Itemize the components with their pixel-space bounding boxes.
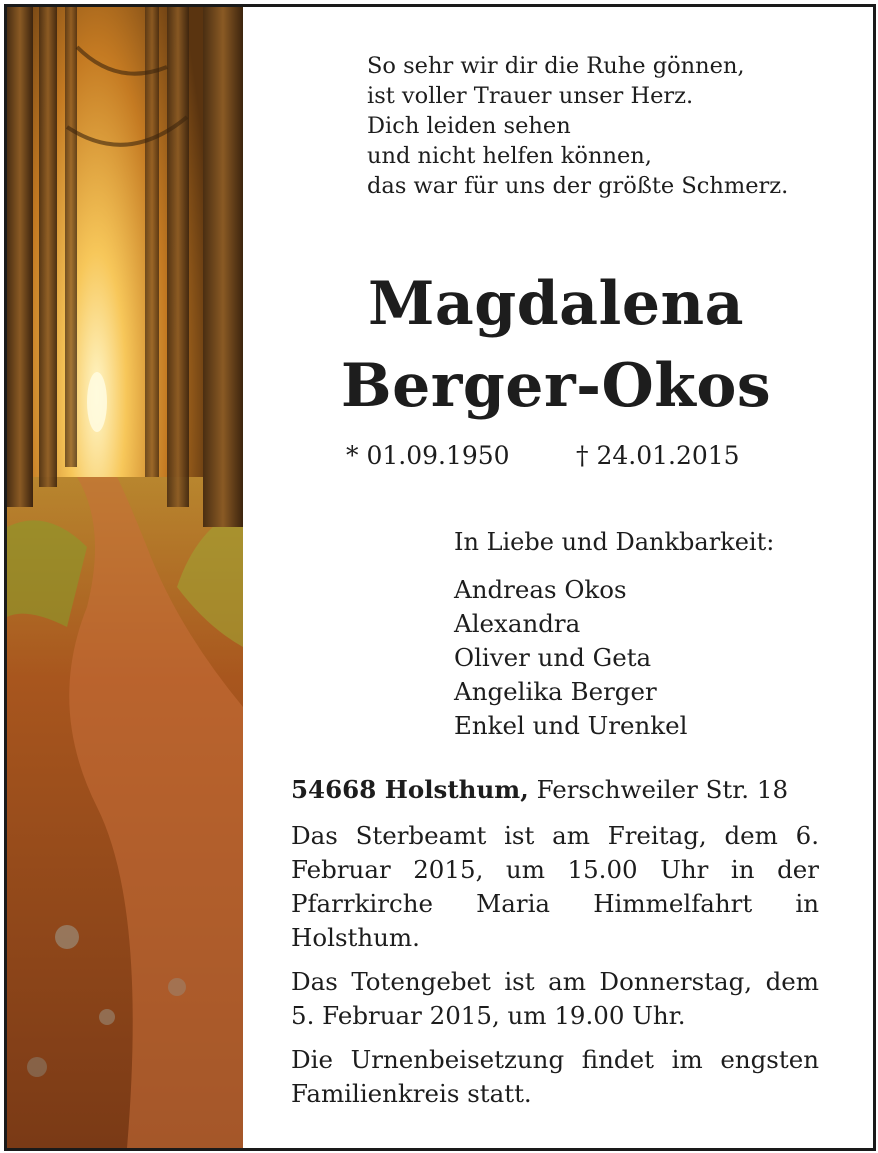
death-date: † 24.01.2015: [576, 441, 740, 470]
forest-path-photo: [7, 7, 243, 1148]
address: [291, 775, 788, 805]
mourners-intro: In Liebe und Dankbarkeit:: [454, 528, 775, 556]
mourner-name: Enkel und Urenkel: [454, 711, 688, 740]
poem-line: Dich leiden sehen: [367, 113, 571, 139]
obituary-text: [243, 7, 873, 1148]
poem-line: ist voller Trauer unser Herz.: [367, 83, 694, 109]
mourner-name: Andreas Okos: [454, 575, 627, 604]
birth-date: * 01.09.1950: [346, 441, 510, 470]
poem-line: So sehr wir dir die Ruhe gönnen,: [367, 53, 745, 79]
poem-line: und nicht helfen können,: [367, 143, 652, 169]
burial-notice: Die Urnenbeisetzung findet im engsten Familienkreis statt.: [291, 1045, 819, 1108]
obituary-frame: [4, 4, 876, 1151]
deceased-first-name: Magdalena: [367, 269, 745, 339]
address-town: 54668 Holsthum,: [291, 775, 529, 804]
mourners-list: [454, 573, 687, 743]
address-street: Ferschweiler Str. 18: [536, 775, 789, 804]
poem: [367, 51, 847, 201]
mourner-name: Oliver und Geta: [454, 643, 652, 672]
mourner-name: Alexandra: [454, 609, 581, 638]
mourner-name: Angelika Berger: [454, 677, 657, 706]
prayer-notice: Das Totengebet ist am Donnerstag, dem 5. Februar 2015, um 19.00 Uhr.: [291, 967, 819, 1030]
deceased-last-name: Berger-Okos: [340, 351, 772, 421]
poem-line: das war für uns der größte Schmerz.: [367, 173, 789, 199]
requiem-notice: Das Sterbeamt ist am Freitag, dem 6. Februar 2015, um 15.00 Uhr in der Pfarrkirche Maria Himmelfahrt in Holsthum.: [291, 821, 819, 952]
